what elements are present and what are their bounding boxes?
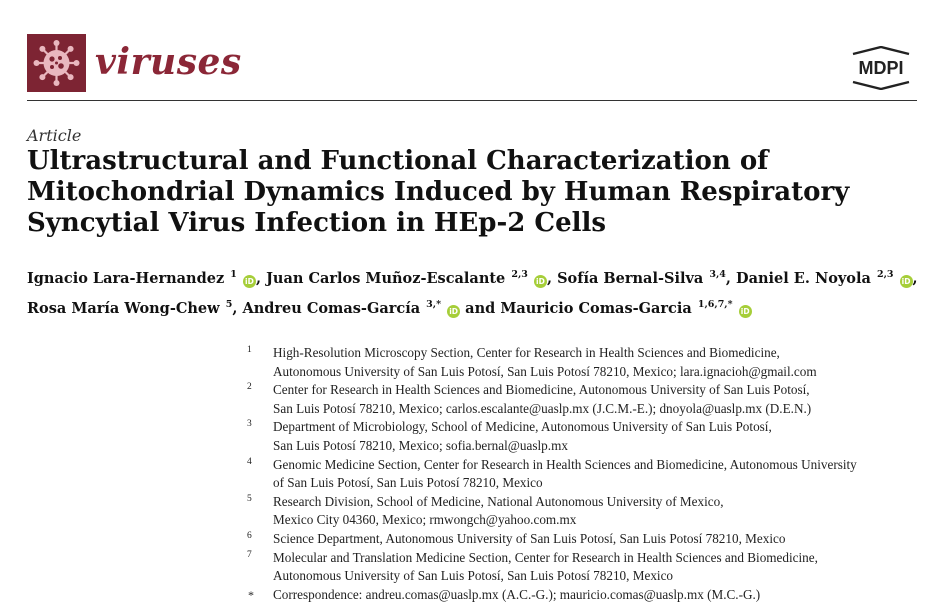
- author-separator: and: [460, 300, 501, 317]
- author-separator: ,: [725, 270, 736, 287]
- affiliation-line: Mexico City 04360, Mexico; rmwongch@yahoo.com.mx: [273, 512, 577, 528]
- orcid-icon[interactable]: iD: [900, 275, 913, 288]
- article-type: Article: [27, 126, 82, 145]
- affiliation-list: [247, 344, 927, 604]
- affiliation-line: Genomic Medicine Section, Center for Research in Health Sciences and Biomedicine, Autonomous University: [273, 456, 857, 472]
- author-affiliation-sup: 1: [230, 269, 237, 280]
- journal-name: viruses: [95, 41, 242, 83]
- affiliation-line: Center for Research in Health Sciences and Biomedicine, Autonomous University of San Luis Potosí,: [273, 382, 810, 398]
- author-name[interactable]: Daniel E. Noyola: [736, 270, 871, 287]
- author-affiliation-sup: 3,*: [426, 299, 442, 310]
- author-name[interactable]: Juan Carlos Muñoz-Escalante: [266, 270, 506, 287]
- article-title: Ultrastructural and Functional Characterization of Mitochondrial Dynamics Induced by Human Respiratory Syncytial Virus Infection in HEp-2 Cells: [27, 146, 850, 238]
- author-affiliation-sup: 1,6,7,*: [697, 299, 733, 310]
- mdpi-logo-icon: [844, 46, 918, 90]
- publisher-logo: [844, 46, 918, 90]
- author-name[interactable]: Rosa María Wong-Chew: [27, 300, 220, 317]
- orcid-icon[interactable]: iD: [739, 305, 752, 318]
- author-separator: ,: [255, 270, 267, 287]
- author-affiliation-sup: 2,3: [876, 269, 894, 280]
- affiliation-item: [247, 530, 927, 549]
- affiliation-number: 5: [247, 493, 252, 504]
- author-list: [27, 262, 927, 322]
- affiliation-line: San Luis Potosí 78210, Mexico; sofia.bernal@uaslp.mx: [273, 437, 568, 453]
- affiliation-number: 3: [247, 419, 252, 430]
- affiliation-line: Science Department, Autonomous University of San Luis Potosí, San Luis Potosí 78210, Mexico: [273, 530, 786, 546]
- affiliation-line: Department of Microbiology, School of Medicine, Autonomous University of San Luis Potosí,: [273, 419, 772, 435]
- author-name[interactable]: Sofía Bernal-Silva: [557, 270, 704, 287]
- virus-icon: [27, 34, 86, 92]
- author-separator: ,: [546, 270, 558, 287]
- affiliation-line: Autonomous University of San Luis Potosí, San Luis Potosí 78210, Mexico: [273, 568, 674, 584]
- correspondence-item: [247, 586, 927, 605]
- affiliation-line: High-Resolution Microscopy Section, Center for Research in Health Sciences and Biomedicine,: [273, 345, 780, 360]
- orcid-icon[interactable]: iD: [534, 275, 547, 288]
- publisher-name: MDPI: [858, 58, 904, 78]
- author-separator: ,: [232, 300, 243, 317]
- affiliation-item: [247, 456, 927, 493]
- affiliation-line: San Luis Potosí 78210, Mexico; carlos.escalante@uaslp.mx (J.C.M.-E.); dnoyola@uaslp.mx (D.E.N.): [273, 400, 812, 416]
- author-affiliation-sup: 5: [225, 299, 233, 310]
- affiliation-number: 4: [247, 456, 252, 467]
- journal-logo: [27, 34, 86, 92]
- affiliation-item: [247, 418, 927, 455]
- affiliation-line: Research Division, School of Medicine, National Autonomous University of Mexico,: [273, 493, 724, 509]
- affiliation-item: [247, 344, 927, 381]
- affiliation-line: Autonomous University of San Luis Potosí, San Luis Potosí 78210, Mexico; lara.ignacioh@gmail.com: [273, 363, 817, 379]
- header-divider: [27, 100, 917, 101]
- affiliation-number: 1: [247, 345, 252, 355]
- orcid-icon[interactable]: iD: [447, 305, 460, 318]
- affiliation-line: Molecular and Translation Medicine Section, Center for Research in Health Sciences and Biomedicine,: [273, 549, 818, 565]
- author-name[interactable]: Mauricio Comas-Garcia: [500, 300, 692, 317]
- author-name[interactable]: Ignacio Lara-Hernandez: [27, 270, 225, 287]
- author-separator: ,: [912, 270, 918, 287]
- author-name[interactable]: Andreu Comas-García: [242, 300, 421, 317]
- correspondence-marker: *: [248, 587, 254, 602]
- affiliation-number: 7: [247, 549, 252, 560]
- affiliation-number: 6: [247, 530, 252, 541]
- affiliation-item: [247, 493, 927, 530]
- orcid-icon[interactable]: iD: [243, 275, 256, 288]
- affiliation-item: [247, 549, 927, 586]
- author-affiliation-sup: 3,4: [709, 269, 726, 280]
- affiliation-line: of San Luis Potosí, San Luis Potosí 78210, Mexico: [273, 475, 543, 491]
- correspondence-line: Correspondence: andreu.comas@uaslp.mx (A.C.-G.); mauricio.comas@uaslp.mx (M.C.-G.): [273, 586, 761, 602]
- affiliation-number: 2: [247, 382, 252, 393]
- affiliation-item: [247, 381, 927, 418]
- author-affiliation-sup: 2,3: [511, 269, 528, 280]
